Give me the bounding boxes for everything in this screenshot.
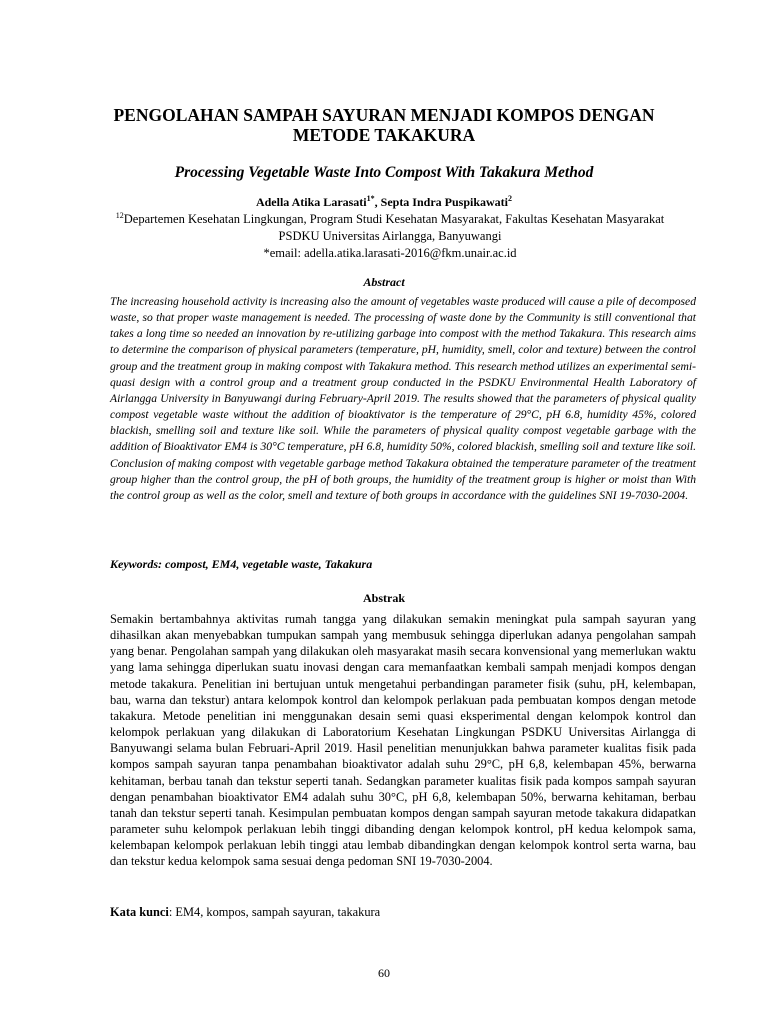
author-name: Adella Atika Larasati — [255, 195, 367, 209]
corresponding-email: *email: adella.atika.larasati-2016@fkm.unair.ac.id — [263, 246, 517, 260]
paper-subtitle: Processing Vegetable Waste Into Compost With Takakura Method — [174, 164, 594, 181]
author-separator: , — [374, 195, 381, 209]
abstract-body: The increasing household activity is increasing also the amount of vegetables waste produced will cause a pile of decomposed waste, so that proper waste management is needed. The processing of waste done by the Community is still conventional that takes a long time so needed an innovation by re-utilizing garbage into compost with the method Takakura. This research aims to determine the comparison of physical parameters (temperature, pH, humidity, smell, color and texture) between the control group and the treatment group in making compost with Takakura method. This research method utilizes an experimental semi-quasi design with a control group and a treatment group conducted in the PSDKU Environmental Health Laboratory of Airlangga University in Banyuwangi during February-April 2019. The results showed that the parameters of physical quality compost vegetable waste without the addition of bioaktivator is the temperature of 29°C, pH 6.8, humidity 45%, colored blackish, smelling soil and texture like soil. While the parameters of physical quality compost vegetable garbage with the addition of Bioaktivator EM4 is 30°C temperature, pH 6.8, humidity 50%, colored blackish, smelling soil and texture like soil. Conclusion of making compost with vegetable garbage method Takakura obtained the temperature parameter of the treatment group higher than the control group, the pH of both groups, the humidity of the treatment group is higher or moist than With the control group as well as the color, smell and texture of both groups in accordance with the guidelines SNI 19-7030-2004. — [110, 295, 696, 502]
author-affiliation-mark: 1* — [366, 194, 375, 203]
page-number: 60 — [378, 966, 390, 980]
affiliation-block — [112, 211, 668, 262]
affiliation-mark: 12 — [115, 210, 124, 220]
affiliation-text — [112, 211, 668, 245]
author-name: Septa Indra Puspikawati — [380, 195, 509, 209]
abstract-heading: Abstract — [363, 275, 405, 289]
keywords-label: Kata kunci — [110, 905, 169, 919]
keywords-english: Keywords: compost, EM4, vegetable waste, Takakura — [110, 557, 373, 571]
affiliation-institution: Departemen Kesehatan Lingkungan, Program Studi Kesehatan Masyarakat, Fakultas Kesehatan Masyarakat PSDKU Universitas Airlangga, Banyuwangi — [123, 212, 665, 243]
author-affiliation-mark: 2 — [508, 194, 513, 203]
keywords-indonesian — [110, 905, 696, 920]
paper-title: PENGOLAHAN SAMPAH SAYURAN MENJADI KOMPOS DENGAN METODE TAKAKURA — [113, 105, 655, 145]
keywords-list: : EM4, kompos, sampah sayuran, takakura — [168, 905, 381, 919]
author-line — [90, 195, 678, 210]
abstrak-heading: Abstrak — [362, 591, 405, 605]
abstrak-body: Semakin bertambahnya aktivitas rumah tangga yang dilakukan semakin meningkat pula sampah sayuran yang dihasilkan akan menyebabkan tumpukan sampah yang membusuk sehingga diperlukan adanya pengolahan sampah yang benar. Pengolahan sampah yang dilakukan oleh masyarakat masih secara konvensional yang memerlukan waktu yang lama sehingga diperlukan suatu inovasi dengan cara memanfaatkan kembali sampah menjadi kompos dengan metode takakura. Penelitian ini bertujuan untuk mengetahui perbandingan parameter fisik (suhu, pH, kelembapan, bau, warna dan tekstur) antara kelompok kontrol dan kelompok perlakuan pada pembuatan kompos dengan metode takakura. Metode penelitian ini menggunakan desain semi quasi eksperimental dengan kelompok kontrol dan kelompok perlakuan yang dilakukan di Laboratorium Kesehatan Lingkungan PSDKU Universitas Airlangga di Banyuwangi selama bulan Februari-April 2019. Hasil penelitian menunjukkan bahwa parameter kualitas fisik pada kompos sampah sayuran tanpa penambahan bioaktivator adalah suhu 29°C, pH 6,8, kelembapan 45%, berwarna kehitaman, berbau tanah dan tekstur seperti tanah. Sedangkan parameter kualitas fisik pada kompos sampah sayuran dengan penambahan bioaktivator EM4 adalah suhu 30°C, pH 6,8, kelembapan 50%, berwarna kehitaman, berbau tanah dan tekstur seperti tanah. Kesimpulan pembuatan kompos dengan sampah sayuran metode takakura didapatkan parameter suhu kelompok perlakuan lebih tinggi dibanding dengan kelompok kontrol, pH kedua kelompok sama, kelembapan kelompok perlakuan lebih tinggi atau lembab dibandingkan dengan kelompok kontrol serta warna, bau dan tekstur kedua kelompok sama sesuai denga pedoman SNI 19-7030-2004. — [110, 612, 696, 869]
